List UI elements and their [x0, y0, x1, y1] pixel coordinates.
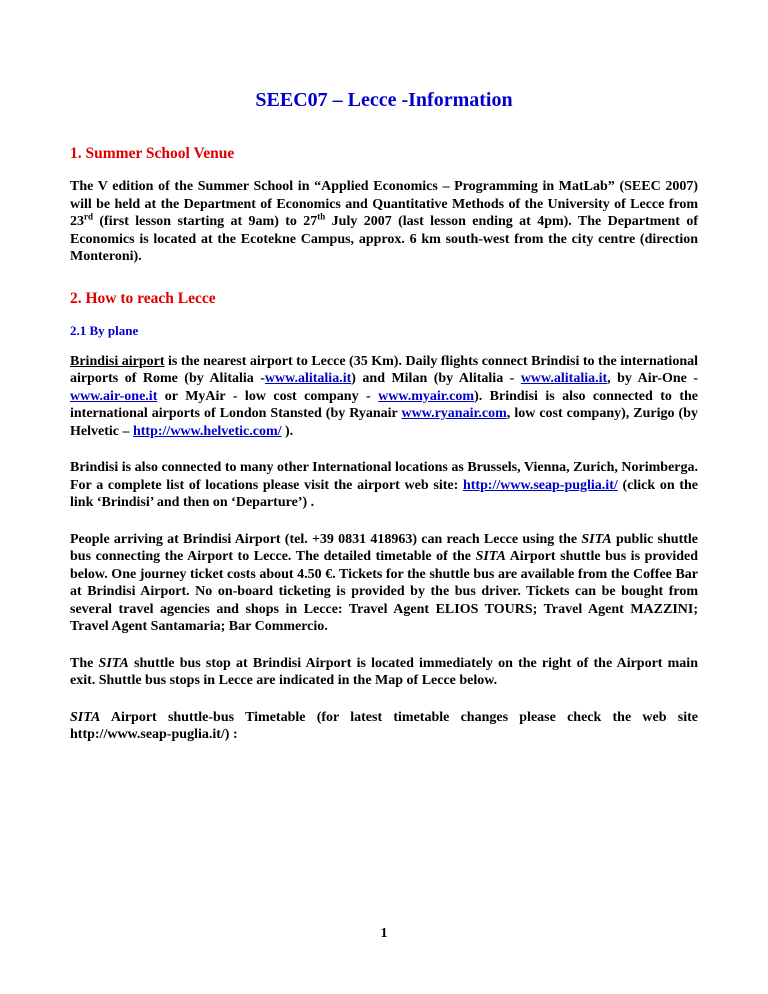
text-run: (click on the link ‘Brindisi’ and then on ‘Departure’) . — [70, 477, 698, 510]
subheading-by-plane: 2.1 By plane — [70, 322, 139, 338]
text-run: ) and Milan (by Alitalia - — [351, 371, 521, 386]
paragraph-plane — [70, 353, 698, 441]
link-myair[interactable]: www.myair.com — [378, 388, 475, 404]
text-run: The — [70, 655, 99, 671]
italic-text: SITA — [70, 709, 101, 725]
link-alitalia-1[interactable]: www.alitalia.it — [264, 371, 352, 386]
paragraph-locations — [70, 459, 698, 512]
heading-summer-school-venue: 1. Summer School Venue — [70, 145, 235, 162]
text-run: shuttle bus stop at Brindisi Airport is located immediately on the right of the Airport main exit. Shuttle bus stops in Lecce are indicated in the Map of Lecce below. — [70, 655, 698, 688]
italic-text: SITA — [98, 655, 129, 671]
text-run: or MyAir - low cost company - — [157, 388, 379, 404]
text-run: , by Air-One - — [607, 371, 699, 386]
italic-text: SITA — [475, 549, 506, 564]
link-ryanair[interactable]: www.ryanair.com — [401, 406, 507, 421]
paragraph-timetable-note — [70, 709, 698, 744]
link-seap-puglia[interactable]: http://www.seap-puglia.it/ — [462, 477, 618, 493]
link-helvetic[interactable]: http://www.helvetic.com/ — [132, 423, 282, 439]
link-air-one[interactable]: www.air-one.it — [70, 388, 158, 404]
text-run: is the nearest airport to Lecce (35 Km). Daily flights connect Brindisi to the international airports of Rome (by Alitalia - — [70, 353, 698, 386]
text-run: ). Brindisi is also connected to the international airports of London Stansted (by Ryanair — [70, 388, 699, 421]
text-run: The V edition of the Summer School in “Applied Economics – Programming in MatLab” (SEEC 2007) will be held at the Department of Economics and Quantitative Methods of the University of Lecce from 23 — [70, 179, 698, 229]
link-alitalia-2[interactable]: www.alitalia.it — [520, 371, 608, 386]
underlined-brindisi-airport: Brindisi airport — [70, 353, 165, 369]
superscript: rd — [84, 211, 93, 222]
text-run: public shuttle bus connecting the Airport to Lecce. The detailed timetable of the — [70, 531, 698, 564]
italic-text: SITA — [581, 531, 612, 547]
text-run: People arriving at Brindisi Airport (tel. +39 0831 418963) can reach Lecce using the — [70, 531, 582, 547]
text-run: ). — [281, 423, 294, 439]
paragraph-sita-shuttle — [70, 531, 698, 636]
text-run: Airport shuttle-bus Timetable (for latest timetable changes please check the web site http://www.seap-puglia.it/) : — [70, 709, 698, 742]
text-run: (first lesson starting at 9am) to 27 — [93, 214, 318, 229]
text-run: Airport shuttle bus is provided below. One journey ticket costs about 4.50 €. Tickets for the shuttle bus are available from the Coffee Bar at Brindisi Airport. No on-board ticketing is provided by the bus driver. Tickets can be bought from several travel agencies and shops in Lecce: Travel Agent ELIOS TOURS; Travel Agent MAZZINI; Travel Agent Santamaria; Bar Commercio. — [70, 549, 698, 634]
page-number: 1 — [380, 925, 388, 941]
text-run: Brindisi is also connected to many other International locations as Brussels, Vienna, Zurich, Norimberga. For a complete list of locations please visit the airport web site: — [70, 460, 698, 493]
superscript: th — [317, 211, 326, 222]
paragraph-venue — [70, 178, 698, 266]
paragraph-bus-stop — [70, 655, 698, 690]
text-run: July 2007 (last lesson ending at 4pm). The Department of Economics is located at the Ecotekne Campus, approx. 6 km south-west from the city centre (direction Monteroni). — [70, 214, 698, 264]
text-run: , low cost company), Zurigo (by Helvetic – — [70, 406, 698, 439]
document-title: SEEC07 – Lecce -Information — [255, 89, 513, 111]
heading-how-to-reach-lecce: 2. How to reach Lecce — [70, 289, 216, 307]
